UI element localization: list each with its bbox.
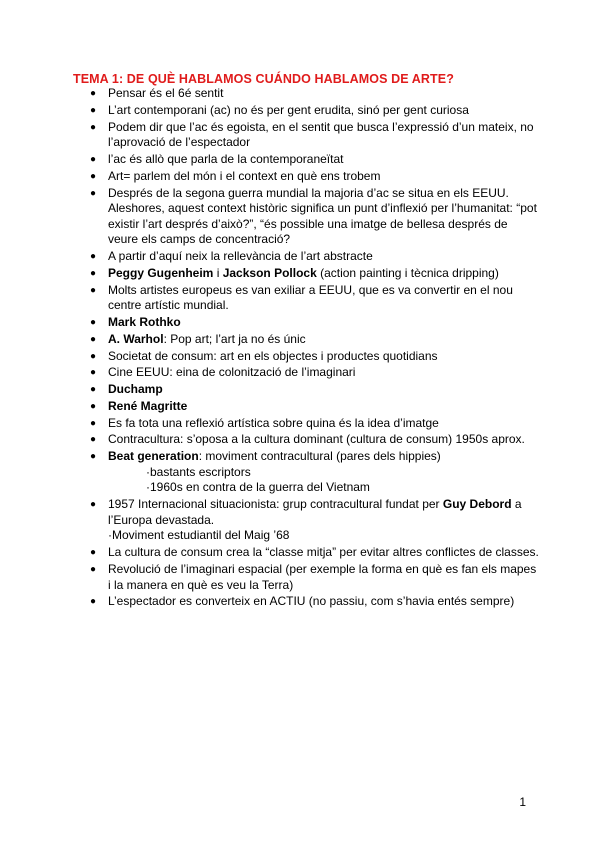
list-item: ● Després de la segona guerra mundial la majoria d’ac se situa en els EEUU. Aleshores, aquest context històric significa un punt d’inflexió per l’humanitat: “pot existir l’art després d’això?”, “és possible una imatge de bellesa després de veure els camps de concentració? bbox=[90, 185, 537, 247]
list-item: ● Cine EEUU: eina de colonització de l’imaginari bbox=[90, 365, 356, 380]
item-text: 1957 Internacional situacionista: grup contracultural fundat per bbox=[108, 497, 443, 512]
list-item: ● La cultura de consum crea la “classe mitja” per evitar altres conflictes de classes. bbox=[90, 545, 539, 560]
list-item: ● Art= parlem del món i el context en què ens trobem bbox=[90, 168, 381, 183]
item-text: Revolució de l’imaginari espacial (per exemple la forma en què es fan els mapes i la manera en què es veu la Terra) bbox=[108, 561, 537, 592]
movement-name: Beat generation bbox=[108, 449, 199, 464]
list-item: ● René Magritte bbox=[90, 398, 188, 413]
item-text: i bbox=[213, 265, 223, 280]
item-text: L’espectador es converteix en ACTIU (no passiu, com s’havia entés sempre) bbox=[108, 594, 515, 609]
list-item: ● L’art contemporani (ac) no és per gent erudita, sinó per gent curiosa bbox=[90, 102, 469, 117]
artist-name: A. Warhol bbox=[108, 331, 164, 346]
item-text: Molts artistes europeus es van exiliar a EEUU, que es va convertir en el nou centre artístic mundial. bbox=[108, 282, 513, 313]
item-text: La cultura de consum crea la “classe mitja” per evitar altres conflictes de classes. bbox=[108, 545, 539, 560]
list-item: ● L’espectador es converteix en ACTIU (no passiu, com s’havia entés sempre) bbox=[90, 594, 515, 609]
list-item: ● Molts artistes europeus es van exiliar a EEUU, que es va convertir en el nou centre artístic mundial. bbox=[90, 282, 513, 313]
list-item: ● Pensar és el 6é sentit bbox=[90, 86, 224, 100]
artist-name: Jackson Pollock bbox=[222, 265, 317, 280]
sub-item: ·1960s en contra de la guerra del Vietnam bbox=[146, 480, 370, 495]
list-item: ● Duchamp bbox=[90, 382, 163, 397]
list-item: ● A. Warhol: Pop art; l’art ja no és únic bbox=[90, 331, 306, 346]
item-text: l’ac és allò que parla de la contemporaneïtat bbox=[108, 151, 344, 166]
page-title: TEMA 1: DE QUÈ HABLAMOS CUÁNDO HABLAMOS DE ARTE? bbox=[73, 72, 454, 86]
list-item: ● Societat de consum: art en els objectes i productes quotidians bbox=[90, 348, 438, 363]
list-item: ● Beat generation: moviment contracultural (pares dels hippies) ·bastants escriptors ·1960s en contra de la guerra del Vietnam bbox=[0, 449, 600, 496]
list-item: ● Peggy Gugenheim i Jackson Pollock (action painting i tècnica dripping) bbox=[90, 265, 499, 280]
item-text: a l’Europa devastada. bbox=[108, 497, 522, 527]
item-text: A partir d’aquí neix la rellevància de l’art abstracte bbox=[108, 249, 373, 264]
item-text: Després de la segona guerra mundial la majoria d’ac se situa en els EEUU. Aleshores, aquest context històric significa un punt d’inflexió per l’humanitat: “pot existir l’art després d’això?”, “és possible una imatge de bellesa després de veure els camps de concentració? bbox=[108, 185, 537, 247]
item-text: : moviment contracultural (pares dels hippies) bbox=[198, 449, 441, 464]
item-text: Contracultura: s’oposa a la cultura dominant (cultura de consum) 1950s aprox. bbox=[108, 432, 525, 447]
list-item: ● Revolució de l’imaginari espacial (per exemple la forma en què es fan els mapes i la manera en què es veu la Terra) bbox=[90, 561, 537, 592]
page-number: 1 bbox=[519, 795, 526, 809]
artist-name: Guy Debord bbox=[442, 497, 512, 512]
item-text: Cine EEUU: eina de colonització de l’imaginari bbox=[108, 365, 356, 380]
sub-item: ·Moviment estudiantil del Maig ’68 bbox=[108, 528, 290, 543]
sub-item: ·bastants escriptors bbox=[146, 464, 251, 479]
artist-name: René Magritte bbox=[108, 398, 188, 413]
item-text: : Pop art; l’art ja no és únic bbox=[163, 331, 306, 346]
item-text: L’art contemporani (ac) no és per gent erudita, sinó per gent curiosa bbox=[108, 102, 469, 117]
list-item: ● Mark Rothko bbox=[90, 315, 181, 329]
item-text: Art= parlem del món i el context en què ens trobem bbox=[108, 168, 381, 183]
item-text: (action painting i tècnica dripping) bbox=[316, 265, 499, 280]
list-item: ● Contracultura: s’oposa a la cultura dominant (cultura de consum) 1950s aprox. bbox=[90, 432, 525, 447]
list-item: ● l’ac és allò que parla de la contemporaneïtat bbox=[90, 151, 344, 166]
artist-name: Peggy Gugenheim bbox=[108, 265, 214, 280]
artist-name: Mark Rothko bbox=[108, 315, 181, 329]
item-text: Podem dir que l’ac és egoista, en el sentit que busca l’expressió d’un mateix, no l’aprovació de l’espectador bbox=[108, 119, 534, 150]
item-text: Es fa tota una reflexió artística sobre quina és la idea d’imatge bbox=[108, 415, 439, 430]
bullet-list bbox=[0, 86, 600, 611]
list-item: ● A partir d’aquí neix la rellevància de l’art abstracte bbox=[90, 249, 373, 264]
list-item: ● 1957 Internacional situacionista: grup contracultural fundat per Guy Debord a l’Europa devastada. ·Moviment estudiantil del Maig ’68 bbox=[0, 497, 600, 544]
artist-name: Duchamp bbox=[108, 382, 163, 397]
list-item: ● Es fa tota una reflexió artística sobre quina és la idea d’imatge bbox=[90, 415, 439, 430]
list-item: ● Podem dir que l’ac és egoista, en el sentit que busca l’expressió d’un mateix, no l’aprovació de l’espectador bbox=[90, 119, 534, 150]
item-text: Societat de consum: art en els objectes i productes quotidians bbox=[108, 348, 438, 363]
item-text: Pensar és el 6é sentit bbox=[108, 86, 224, 100]
